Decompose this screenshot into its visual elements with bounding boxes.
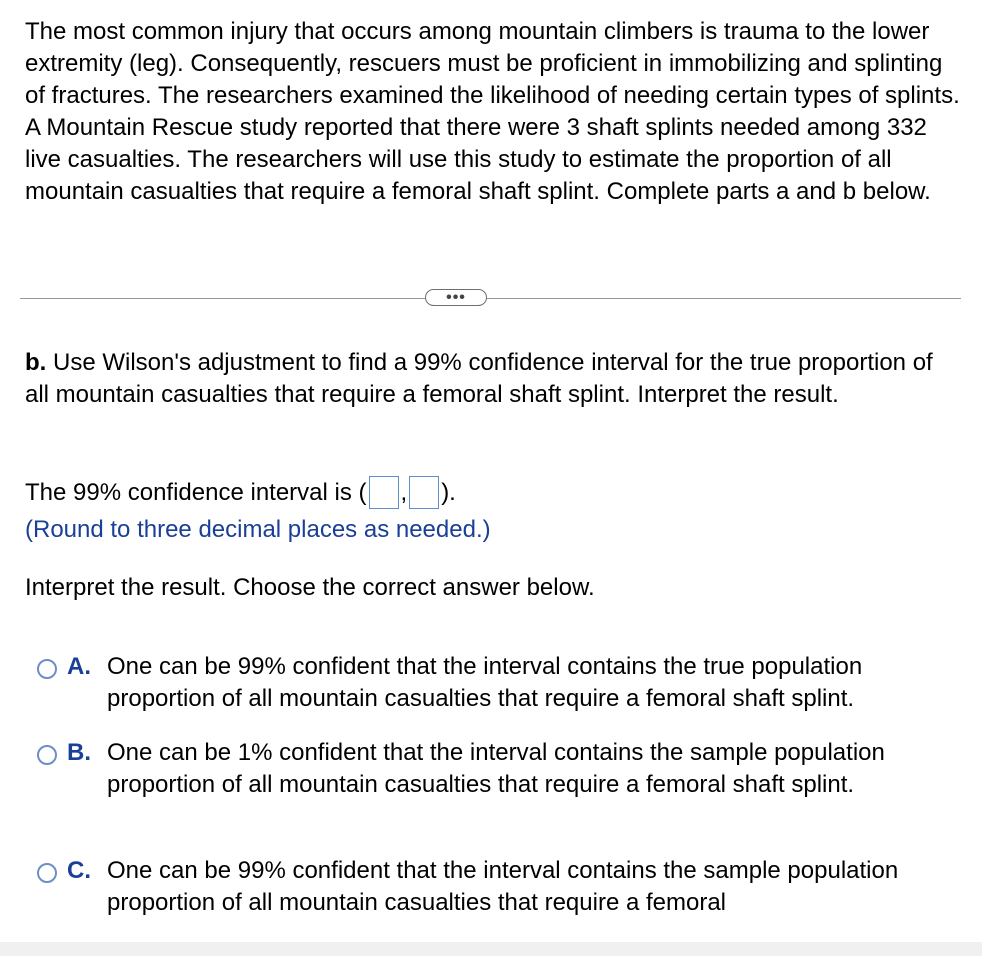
bottom-scroll-edge xyxy=(0,942,982,956)
option-b-text: One can be 1% confident that the interval contains the sample population proportion of all mountain casualties that require a femoral shaft splint. xyxy=(107,739,885,798)
option-c-text: One can be 99% confident that the interval contains the sample population proportion of all mountain casualties that require a femoral xyxy=(107,857,899,916)
option-b-letter: B. xyxy=(67,739,91,766)
radio-button-b[interactable] xyxy=(37,745,57,765)
ci-separator: , xyxy=(400,478,408,506)
part-b-question xyxy=(25,347,960,411)
option-a-letter: A. xyxy=(67,653,91,680)
interpret-prompt: Interpret the result. Choose the correct answer below. xyxy=(25,574,595,601)
expand-more-button[interactable]: ••• xyxy=(425,289,487,306)
part-b-label: b. xyxy=(25,349,47,376)
answer-option-b[interactable] xyxy=(37,737,957,801)
problem-intro-text: The most common injury that occurs among mountain climbers is trauma to the lower extremity (leg). Consequently, rescuers must be proficient in immobilizing and splinting of fractures. The researchers examined the likelihood of needing certain types of splints. A Mountain Rescue study reported that there were 3 shaft splints needed among 332 live casualties. The researchers will use this study to estimate the proportion of all mountain casualties that require a femoral shaft splint. Complete parts a and b below. xyxy=(25,18,960,205)
answer-option-c[interactable] xyxy=(37,855,957,919)
ci-upper-input[interactable] xyxy=(409,476,439,509)
radio-button-c[interactable] xyxy=(37,863,57,883)
divider-line xyxy=(20,298,961,299)
ci-suffix: ). xyxy=(441,478,456,506)
section-divider xyxy=(20,288,961,308)
radio-button-a[interactable] xyxy=(37,659,57,679)
ci-lower-input[interactable] xyxy=(369,476,399,509)
confidence-interval-line xyxy=(25,476,456,509)
rounding-instruction: (Round to three decimal places as needed.) xyxy=(25,516,491,543)
option-a-text: One can be 99% confident that the interval contains the true population proportion of all mountain casualties that require a femoral shaft splint. xyxy=(107,653,863,712)
answer-option-a[interactable] xyxy=(37,651,957,715)
part-b-text: Use Wilson's adjustment to find a 99% confidence interval for the true proportion of all mountain casualties that require a femoral shaft splint. Interpret the result. xyxy=(25,349,933,408)
option-c-letter: C. xyxy=(67,857,91,884)
ci-prefix: The 99% confidence interval is ( xyxy=(25,478,367,506)
